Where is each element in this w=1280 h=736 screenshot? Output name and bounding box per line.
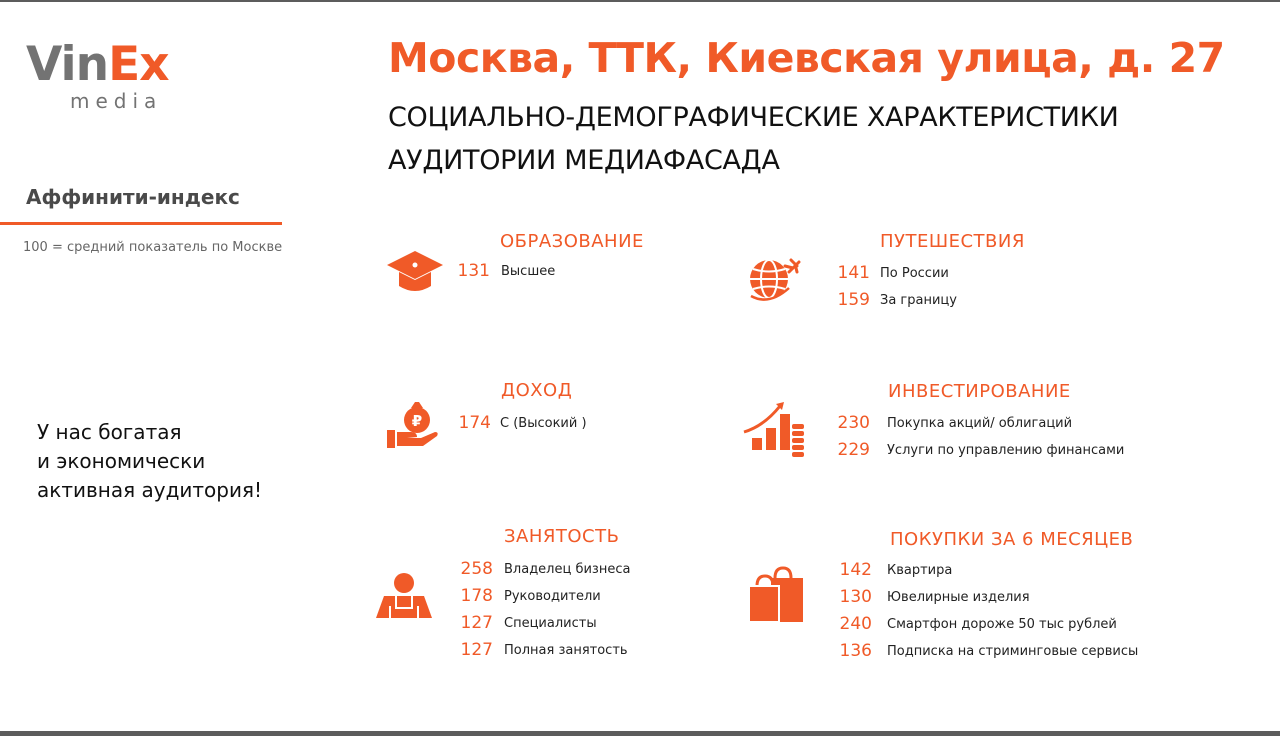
globe-plane-icon <box>745 250 801 304</box>
purchases-label: Ювелирные изделия <box>887 590 1030 605</box>
employment-title: ЗАНЯТОСТЬ <box>504 526 620 547</box>
employment-label: Полная занятость <box>504 643 628 658</box>
slogan <box>37 418 262 505</box>
purchases-value: 142 <box>839 560 872 580</box>
income-title: ДОХОД <box>501 380 573 401</box>
affinity-divider <box>0 222 282 225</box>
purchases-label: Квартира <box>887 563 953 578</box>
page-title: Москва, ТТК, Киевская улица, д. 27 <box>388 34 1225 82</box>
purchases-title: ПОКУПКИ ЗА 6 МЕСЯЦЕВ <box>890 529 1134 550</box>
purchases-value: 136 <box>839 641 872 661</box>
travel-title: ПУТЕШЕСТВИЯ <box>880 231 1025 252</box>
investment-title: ИНВЕСТИРОВАНИЕ <box>888 381 1071 402</box>
bottom-frame-line <box>0 731 1280 736</box>
travel-label: По России <box>880 266 949 281</box>
employment-value: 258 <box>460 559 493 579</box>
education-label: Высшее <box>501 264 556 279</box>
logo-ex: Ex <box>108 37 169 92</box>
subtitle-line: СОЦИАЛЬНО-ДЕМОГРАФИЧЕСКИЕ ХАРАКТЕРИСТИКИ <box>388 102 1119 133</box>
slogan-line: У нас богатая <box>37 420 182 444</box>
logo-vin: Vin <box>26 37 109 92</box>
employment-label: Владелец бизнеса <box>504 562 631 577</box>
logo-wordmark <box>26 37 169 92</box>
purchases-value: 240 <box>839 614 872 634</box>
travel-label: За границу <box>880 293 957 308</box>
purchases-label: Подписка на стриминговые сервисы <box>887 644 1139 659</box>
investment-value: 229 <box>837 440 870 460</box>
money-hand-icon <box>385 398 441 450</box>
education-value: 131 <box>457 261 490 281</box>
employment-label: Руководители <box>504 589 601 604</box>
top-frame-line <box>0 0 1280 2</box>
purchases-label: Смартфон дороже 50 тыс рублей <box>887 617 1117 632</box>
income-value: 174 <box>458 413 491 433</box>
travel-value: 141 <box>837 263 870 283</box>
affinity-title: Аффинити-индекс <box>26 185 240 209</box>
investment-label: Покупка акций/ облигаций <box>887 416 1073 431</box>
employment-label: Специалисты <box>504 616 597 631</box>
worker-icon <box>376 572 434 620</box>
investment-label: Услуги по управлению финансами <box>887 443 1125 458</box>
employment-value: 178 <box>460 586 493 606</box>
vinex-logo <box>26 37 196 115</box>
income-label: С (Высокий ) <box>500 416 587 431</box>
affinity-note: 100 = средний показатель по Москве <box>23 240 283 255</box>
employment-value: 127 <box>460 613 493 633</box>
logo-subtitle: media <box>70 89 163 113</box>
slogan-line: активная аудитория! <box>37 478 263 502</box>
graduation-cap-icon <box>385 248 445 296</box>
education-title: ОБРАЗОВАНИЕ <box>500 231 644 252</box>
slogan-line: и экономически <box>37 449 206 473</box>
growth-chart-icon <box>742 400 806 460</box>
page-subtitle <box>388 96 1118 182</box>
subtitle-line: АУДИТОРИИ МЕДИАФАСАДА <box>388 145 780 176</box>
svg-text:₽: ₽ <box>411 412 423 430</box>
purchases-value: 130 <box>839 587 872 607</box>
shopping-bags-icon <box>747 566 807 624</box>
investment-value: 230 <box>837 413 870 433</box>
travel-value: 159 <box>837 290 870 310</box>
employment-value: 127 <box>460 640 493 660</box>
